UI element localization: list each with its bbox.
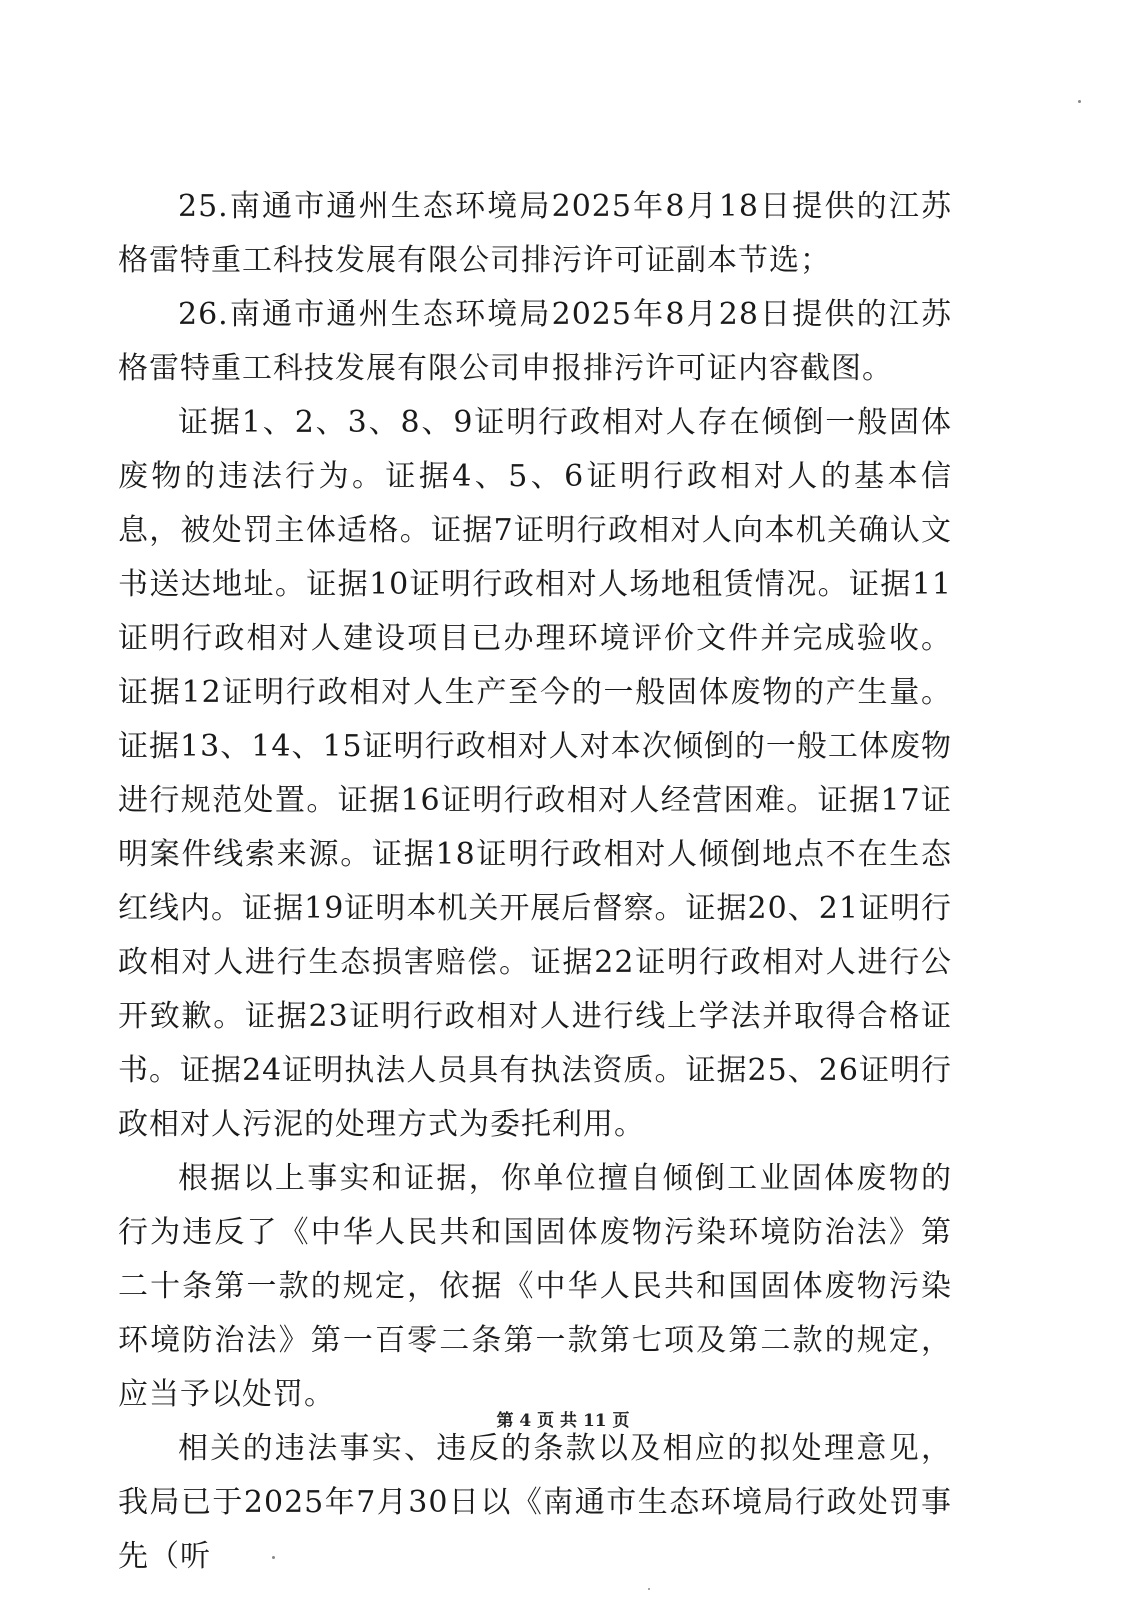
evidence-item-26: 26.南通市通州生态环境局2025年8月28日提供的江苏格雷特重工科技发展有限公司申报排污许可证内容截图。 <box>118 297 952 386</box>
scan-speck <box>272 1556 275 1559</box>
evidence-summary-paragraph: 证据1、2、3、8、9证明行政相对人存在倾倒一般固体废物的违法行为。证据4、5、6证明行政相对人的基本信息，被处罚主体适格。证据7证明行政相对人向本机关确认文书送达地址。证据10证明行政相对人场地租赁情况。证据11证明行政相对人建设项目已办理环境评价文件并完成验收。证据12证明行政相对人生产至今的一般固体废物的产生量。证据13、14、15证明行政相对人对本次倾倒的一般工体废物进行规范处置。证据16证明行政相对人经营困难。证据17证明案件线索来源。证据18证明行政相对人倾倒地点不在生态红线内。证据19证明本机关开展后督察。证据20、21证明行政相对人进行生态损害赔偿。证据22证明行政相对人进行公开致歉。证据23证明行政相对人进行线上学法并取得合格证书。证据24证明执法人员具有执法资质。证据25、26证明行政相对人污泥的处理方式为委托利用。 <box>118 405 952 1142</box>
legal-basis-paragraph: 根据以上事实和证据，你单位擅自倾倒工业固体废物的行为违反了《中华人民共和国固体废物污染环境防治法》第二十条第一款的规定，依据《中华人民共和国固体废物污染环境防治法》第一百零二条第一款第七项及第二款的规定，应当予以处罚。 <box>118 1161 952 1412</box>
evidence-item-25: 25.南通市通州生态环境局2025年8月18日提供的江苏格雷特重工科技发展有限公司排污许可证副本节选； <box>118 189 952 278</box>
document-body <box>118 180 952 1584</box>
scan-speck <box>648 1588 650 1590</box>
notice-paragraph: 相关的违法事实、违反的条款以及相应的拟处理意见，我局已于2025年7月30日以《南通市生态环境局行政处罚事先（听 <box>118 1431 952 1574</box>
scan-speck <box>1078 100 1081 103</box>
page-number-footer: 第 4 页 共 11 页 <box>496 1411 630 1431</box>
